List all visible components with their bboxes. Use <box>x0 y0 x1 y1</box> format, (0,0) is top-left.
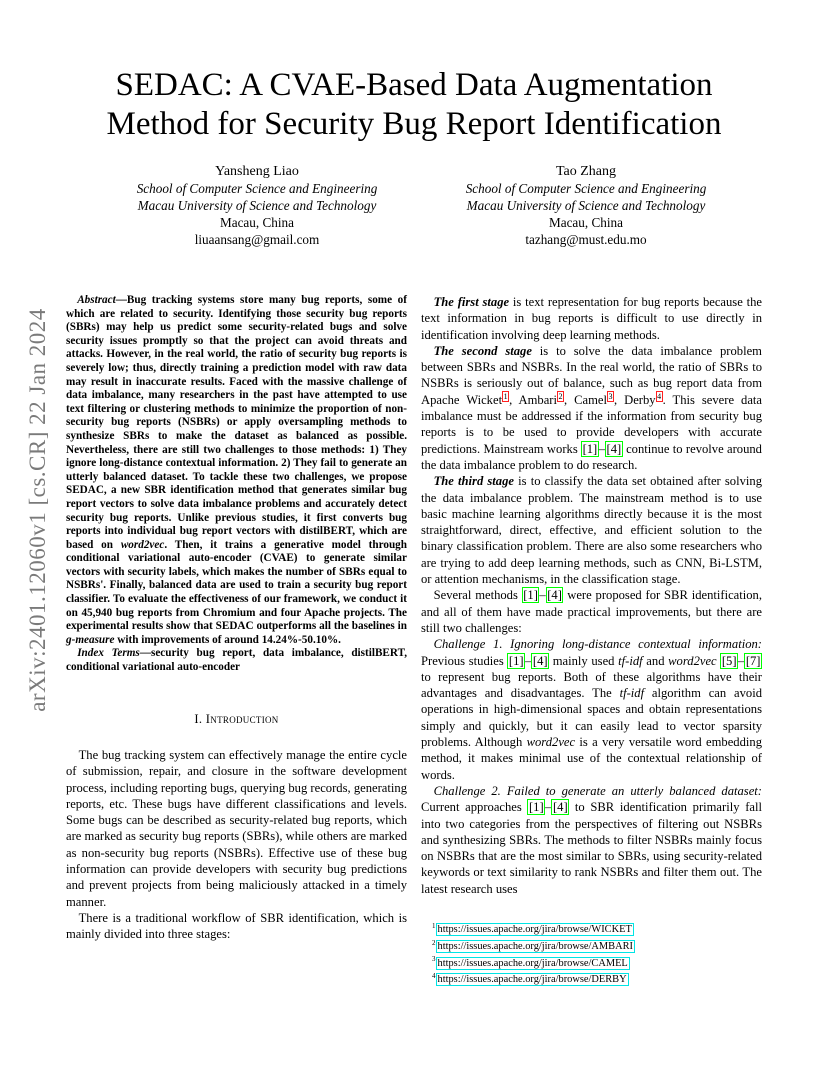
citation-link[interactable]: [1] <box>508 653 524 668</box>
footnote-ref-1[interactable]: 1 <box>503 391 508 401</box>
stage-1-paragraph: The first stage is text representation for bug reports because the text information in bug reports is difficult to use directly in identification involving deep learning methods. <box>421 295 762 342</box>
footnote-link[interactable]: https://issues.apache.org/jira/browse/WICKET <box>437 924 632 936</box>
citation-link[interactable]: [4] <box>552 800 568 815</box>
challenge-2-paragraph: Challenge 2. Failed to generate an utterly balanced dataset: Current approaches [1] – [4] to SBR identification primarily fall into two categories from the perspectives of filtering out NSBRs and synthesizing SBRs. The methods to filter NSBRs mainly focus on NSBRs that are the most similar to SBRs, using security-related keywords or text similarity to rank NSBRs and filter them out. The latest research uses <box>421 783 762 896</box>
footnote-ref-3[interactable]: 3 <box>608 391 613 401</box>
abstract-label: Abstract <box>77 294 116 306</box>
stage-2-paragraph: The second stage is to solve the data imbalance problem between SBRs and NSBRs. In the real world, the ratio of SBRs to NSBRs is seriously out of balance, such as bug report data from Apache Wicket $^1$ , Ambari $^2$ , Camel $^3$ , Derby $^4$ . This severe data imbalance must be addressed if the information from security bug reports is to be used to provide developers with accurate predictions. Mainstream works [1] – [4] continue to revolve around the data imbalance problem to do research. <box>421 343 762 472</box>
footnote-link[interactable]: https://issues.apache.org/jira/browse/CAMEL <box>437 957 628 969</box>
several-methods-paragraph: Several methods [1] – [4] were proposed for SBR identification, and all of them have made practical improvements, but there are still two challenges: <box>421 588 762 635</box>
citation-link[interactable]: [4] <box>606 441 622 456</box>
right-column <box>421 294 762 897</box>
citation-link[interactable]: [5] <box>721 653 737 668</box>
intro-paragraph-1: The bug tracking system can effectively manage the entire cycle of submission, repair, and closure in the software development process, including reporting bugs, querying bug records, generating reports, etc. These bugs have different classifications and levels. Some bugs can be described as security-related bug reports, which are marked as security bug reports (SBRs), while others are marked as non-security bug reports (NSBRs). Effective use of these bug information can provide developers with security bug predictions and prevent projects from being maliciously attacked in a timely manner. <box>66 747 407 909</box>
footnote-ref-2[interactable]: 2 <box>558 391 563 401</box>
footnote-3: $^3$ https://issues.apache.org/jira/browse/CAMEL <box>432 955 628 969</box>
abstract: Abstract—Bug tracking systems store many bug reports, some of which are related to security. Identifying those security bug reports (SBRs) may help us predict some security-related bugs and solve security issues promptly so that the project can avoid threats and attacks. However, in the real world, the ratio of security bug reports is severely low; thus, directly training a prediction model with raw data may result in inaccurate results. Faced with the massive challenge of data imbalance, many researchers in the past have attempted to use text filtering or clustering methods to minimize the proportion of non-security bug reports (NSBRs) or apply oversampling methods to synthesize SBRs to make the dataset as balanced as possible. Nevertheless, there are still two challenges to those methods: 1) They ignore long-distance contextual information. 2) They fail to generate an utterly balanced dataset. To tackle these two challenges, we propose SEDAC, a new SBR identification method that generates similar bug report vectors to solve data imbalance problems and accurately detect security bug reports. Unlike previous studies, it first converts bug reports into individual bug report vectors with distilBERT, which are based on word2vec. Then, it trains a generative model through conditional variational auto-encoder (CVAE) to generate similar vectors with security labels, which makes the number of SBRs equal to NSBRs'. Finally, balanced data are used to train a security bug report classifier. To evaluate the effectiveness of our framework, we conduct it on 45,940 bug reports from Chromium and four Apache projects. The experimental results show that SEDAC outperforms all the baselines in g-measure with improvements of around 14.24%-50.10%. Index Terms—security bug report, data imbalance, distilBERT, conditional variational auto-encoder <box>66 294 407 674</box>
author-university: Macau University of Science and Technology <box>137 198 377 213</box>
author-university: Macau University of Science and Technology <box>466 198 706 213</box>
arxiv-identifier <box>24 290 52 730</box>
citation-link[interactable]: [1] <box>523 588 538 603</box>
title-line-1: SEDAC: A CVAE-Based Data Augmentation <box>115 67 713 103</box>
citation-link[interactable]: [4] <box>547 588 562 603</box>
author-department: School of Computer Science and Engineering <box>465 181 707 196</box>
author-department: School of Computer Science and Engineering <box>136 181 378 196</box>
author-location: Macau, China <box>220 215 294 230</box>
footnote-link[interactable]: https://issues.apache.org/jira/browse/DERBY <box>437 974 627 986</box>
footnotes <box>432 920 635 987</box>
citation-link[interactable]: [7] <box>745 653 761 668</box>
author-block-1 <box>107 163 407 248</box>
author-email: liuaansang@gmail.com <box>194 232 320 247</box>
paper-title <box>66 66 762 144</box>
footnote-ref-4[interactable]: 4 <box>657 391 662 401</box>
stage-3-paragraph: The third stage is to classify the data set obtained after solving the data imbalance problem. The mainstream method is to use basic machine learning algorithms directly because it is the most straightforward, direct, effective, and efficient solution to the binary classification problem. There are also some researchers who are trying to add deep learning methods, such as CNN, Bi-LSTM, or attention mechanisms, in the classification stage. <box>421 474 762 587</box>
citation-link[interactable]: [4] <box>532 653 548 668</box>
author-location: Macau, China <box>549 215 623 230</box>
index-terms: Index Terms—security bug report, data imbalance, distilBERT, conditional variational auto-encoder <box>66 647 407 674</box>
author-email: tazhang@must.edu.mo <box>525 232 647 247</box>
citation-link[interactable]: [1] <box>582 441 598 456</box>
citation-link[interactable]: [1] <box>528 800 544 815</box>
index-terms-label: Index Terms <box>77 647 140 660</box>
footnote-1: $^1$ https://issues.apache.org/jira/browse/WICKET <box>432 922 632 936</box>
author-name: Yansheng Liao <box>215 164 299 179</box>
title-line-2: Method for Security Bug Report Identification <box>106 106 722 142</box>
section-heading-introduction: I. Introduction <box>194 711 279 726</box>
footnote-2: $^2$ https://issues.apache.org/jira/browse/AMBARI <box>432 938 633 953</box>
footnote-link[interactable]: https://issues.apache.org/jira/browse/AMBARI <box>437 941 633 953</box>
arxiv-identifier-text: arXiv:2401.12060v1 [cs.CR] 22 Jan 2024 <box>25 308 50 712</box>
left-column <box>66 294 407 942</box>
challenge-1-paragraph: Challenge 1. Ignoring long-distance contextual information: Previous studies [1] – [4] mainly used tf-idf and word2vec [5] – [7] to represent bug reports. Both of these algorithms have their advantages and disadvantages. The tf-idf algorithm can avoid operations in high-dimensional spaces and obtain representations simply and quickly, but it can easily lead to vector sparsity problems. Although word2vec is a very versatile word embedding method, it makes minimal use of the contextual relationship of words. <box>421 637 762 782</box>
footnote-4: $^4$ https://issues.apache.org/jira/browse/DERBY <box>432 972 627 986</box>
author-block-2 <box>436 163 736 248</box>
intro-paragraph-2: There is a traditional workflow of SBR identification, which is mainly divided into three stages: <box>66 910 407 942</box>
author-name: Tao Zhang <box>555 164 617 179</box>
